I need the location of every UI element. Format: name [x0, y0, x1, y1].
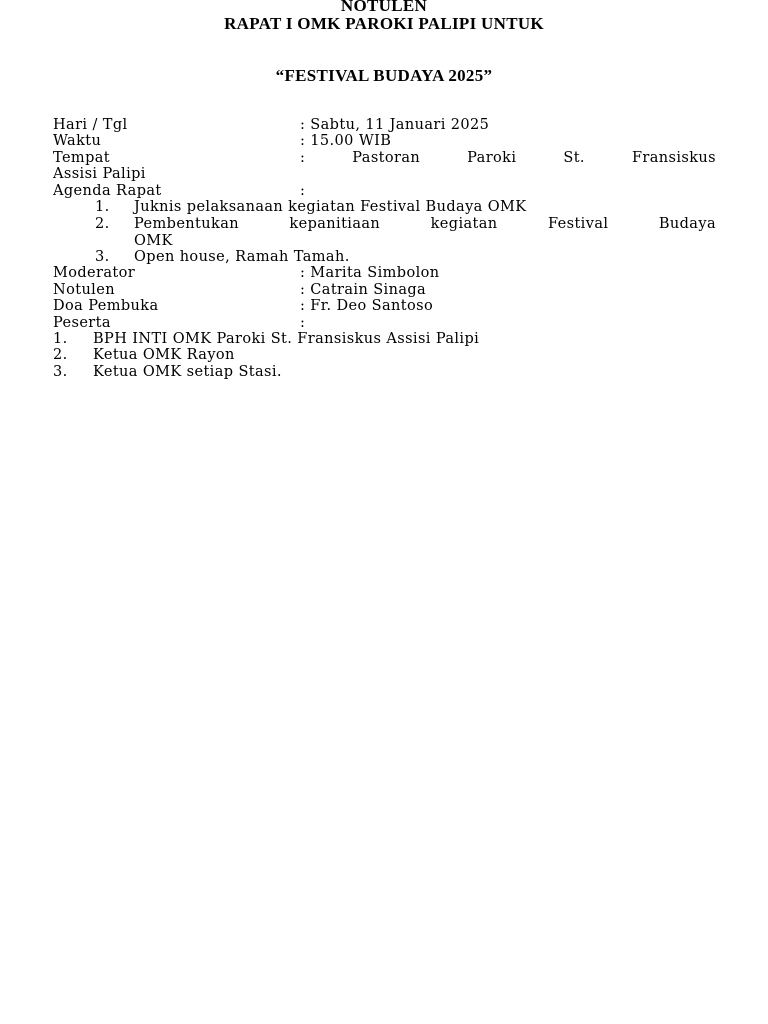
peserta-item-number: 3. — [53, 364, 68, 380]
tempat-word: St. — [563, 150, 585, 166]
tempat-word: Fransiskus — [631, 150, 716, 166]
event-title: “FESTIVAL BUDAYA 2025” — [275, 66, 493, 85]
detail-row-waktu — [53, 133, 716, 150]
document-title: NOTULEN — [340, 0, 428, 15]
tempat-value — [300, 150, 716, 167]
document-subtitle: RAPAT I OMK PAROKI PALIPI UNTUK — [224, 14, 544, 33]
agenda-label: Agenda Rapat — [53, 183, 162, 199]
detail-row-peserta — [53, 315, 716, 332]
agenda-item-text — [134, 216, 716, 249]
agenda-item-text: Open house, Ramah Tamah. — [134, 249, 350, 265]
agenda-word: Festival — [547, 216, 609, 232]
moderator-value: : Marita Simbolon — [300, 265, 440, 281]
peserta-label: Peserta — [53, 315, 111, 331]
agenda-item-number: 3. — [95, 249, 110, 265]
agenda-word: Pembentukan — [134, 216, 239, 232]
agenda-item-number: 2. — [95, 216, 110, 232]
agenda-item-text: Juknis pelaksanaan kegiatan Festival Budaya OMK — [134, 199, 527, 215]
peserta-colon: : — [300, 315, 306, 331]
detail-row-doa — [53, 298, 716, 315]
detail-row-hari — [53, 117, 716, 134]
detail-row-moderator — [53, 265, 716, 282]
agenda-item-text-continued: OMK — [134, 232, 173, 249]
agenda-item-number: 1. — [95, 199, 110, 215]
peserta-item-number: 1. — [53, 331, 68, 347]
agenda-colon: : — [300, 183, 306, 199]
tempat-word: Pastoran — [352, 150, 421, 166]
detail-row-agenda — [53, 183, 716, 200]
waktu-label: Waktu — [53, 133, 102, 149]
doa-label: Doa Pembuka — [53, 298, 159, 314]
tempat-word: : — [300, 150, 306, 166]
tempat-label: Tempat — [53, 150, 111, 166]
agenda-word: Budaya — [658, 216, 716, 232]
tempat-word: Paroki — [467, 150, 517, 166]
peserta-item-text: BPH INTI OMK Paroki St. Fransiskus Assisi Palipi — [93, 331, 480, 347]
doa-value: : Fr. Deo Santoso — [300, 298, 434, 314]
hari-label: Hari / Tgl — [53, 117, 128, 133]
agenda-word: kegiatan — [430, 216, 498, 232]
moderator-label: Moderator — [53, 265, 136, 281]
peserta-item-text: Ketua OMK Rayon — [93, 347, 235, 363]
agenda-word: kepanitiaan — [289, 216, 381, 232]
peserta-item-text: Ketua OMK setiap Stasi. — [93, 364, 282, 380]
tempat-value-continued: Assisi Palipi — [53, 166, 146, 182]
peserta-item-number: 2. — [53, 347, 68, 363]
hari-value: : Sabtu, 11 Januari 2025 — [300, 117, 490, 133]
notulen-label: Notulen — [53, 282, 115, 298]
detail-row-notulen — [53, 282, 716, 299]
waktu-value: : 15.00 WIB — [300, 133, 392, 149]
notulen-value: : Catrain Sinaga — [300, 282, 427, 298]
